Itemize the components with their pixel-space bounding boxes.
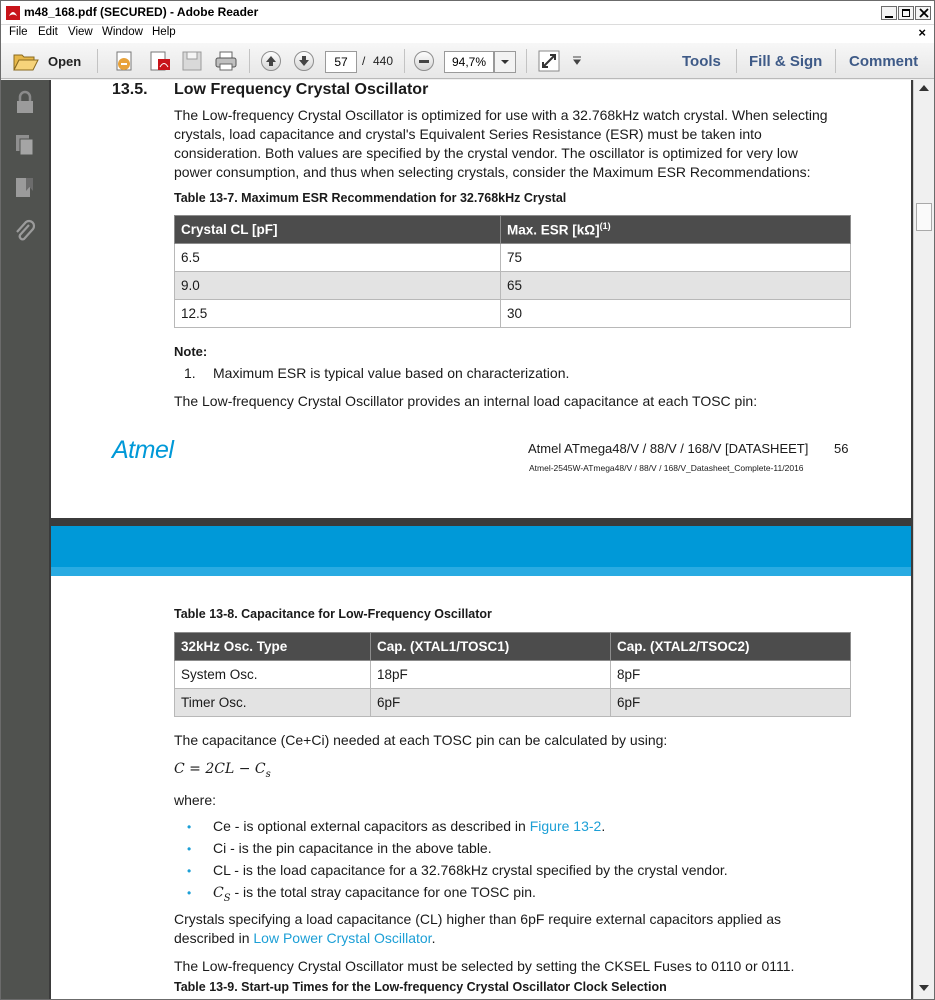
menu-edit[interactable]: Edit [38, 26, 58, 38]
paragraph-line: The Low-frequency Crystal Oscillator must be selected by setting the CKSEL Fuses to 0110 or 0111. [174, 958, 795, 974]
atmel-logo: Atmel [112, 436, 174, 464]
previous-page-button[interactable] [261, 51, 281, 71]
bullet-icon: • [187, 842, 192, 856]
menu-file[interactable]: File [9, 26, 28, 38]
footnote-marker: (1) [599, 221, 611, 232]
paragraph-line: where: [174, 792, 217, 808]
table-row [175, 272, 851, 300]
toolbar-separator [736, 49, 737, 73]
page-header-stripe [51, 567, 911, 576]
bullet-icon: • [187, 886, 192, 900]
navigation-pane [1, 80, 49, 999]
open-button[interactable]: Open [48, 54, 82, 69]
page-separator: / [362, 54, 366, 68]
vertical-scrollbar[interactable] [913, 80, 934, 999]
figure-link[interactable]: Figure 13-2 [529, 818, 602, 834]
formula [174, 760, 271, 784]
footer-page-number: 56 [834, 441, 849, 456]
toolbar-separator [97, 49, 98, 73]
pdf-page [51, 526, 911, 999]
list-item-subscript: S [223, 892, 231, 904]
maximize-button[interactable] [898, 6, 914, 20]
open-folder-icon[interactable] [13, 52, 39, 72]
table-caption: Table 13-7. Maximum ESR Recommendation for 32.768kHz Crystal [174, 191, 567, 205]
table-header-row [175, 216, 851, 244]
formula-text: C = 2CL − C [174, 761, 266, 777]
bullet-icon: • [187, 864, 192, 878]
table-cell: 12.5 [175, 300, 501, 328]
table-cell: 9.0 [175, 272, 501, 300]
paragraph-text: . [431, 930, 436, 946]
bookmarks-icon[interactable] [12, 175, 38, 201]
page-thumbnails-icon[interactable] [12, 132, 38, 158]
list-item [213, 817, 605, 836]
esr-table [174, 215, 851, 328]
page-total: 440 [373, 54, 394, 68]
paragraph-line: The Low-frequency Crystal Oscillator provides an internal load capacitance at each TOSC pin: [174, 393, 758, 409]
list-item-symbol: C [213, 885, 224, 901]
table-cell: 6pF [611, 689, 851, 717]
pdf-icon [5, 5, 21, 21]
capacitance-table [174, 632, 851, 717]
toolbar-separator [249, 49, 250, 73]
title-bar [1, 1, 934, 25]
table-row [175, 300, 851, 328]
footer-doc-id: Atmel-2545W-ATmega48/V / 88/V / 168/V_Datasheet_Complete-11/2016 [529, 463, 804, 473]
document-viewer[interactable] [49, 80, 913, 999]
lock-icon[interactable] [12, 89, 38, 115]
toolbar [1, 43, 934, 79]
menu-window[interactable]: Window [102, 26, 143, 38]
scroll-down-arrow-icon[interactable] [919, 985, 929, 991]
create-pdf-icon[interactable] [113, 50, 139, 72]
table-cell: 6pF [371, 689, 611, 717]
table-cell: 18pF [371, 661, 611, 689]
table-row [175, 689, 851, 717]
menu-bar [1, 25, 934, 43]
tools-pane-button[interactable]: Tools [682, 53, 721, 70]
attachments-icon[interactable] [12, 218, 38, 244]
menu-help[interactable]: Help [152, 26, 176, 38]
more-tools-chevron-icon[interactable] [571, 55, 583, 67]
table-header-row [175, 633, 851, 661]
table-header: Crystal CL [pF] [175, 216, 501, 244]
note-label: Note: [174, 344, 208, 359]
table-header: Cap. (XTAL2/TSOC2) [611, 633, 851, 661]
print-icon[interactable] [214, 50, 238, 72]
footer-title: Atmel ATmega48/V / 88/V / 168/V [DATASHEET] [528, 441, 809, 456]
paragraph-line: The capacitance (Ce+Ci) needed at each TOSC pin can be calculated by using: [174, 732, 668, 748]
paragraph-line: power consumption, and thus when selecting crystals, consider the Maximum ESR Recommendations: [174, 164, 811, 180]
paragraph-line: Crystals specifying a load capacitance (CL) higher than 6pF require external capacitors applied as [174, 911, 781, 927]
note-text: Maximum ESR is typical value based on characterization. [213, 365, 570, 381]
paragraph-text: described in [174, 930, 254, 946]
paragraph-line: crystals, load capacitance and crystal's Equivalent Series Resistance (ESR) must be taken into [174, 126, 762, 142]
zoom-dropdown-button[interactable] [494, 51, 516, 73]
toolbar-separator [404, 49, 405, 73]
comment-pane-button[interactable]: Comment [849, 53, 919, 70]
list-item-text: - is the total stray capacitance for one TOSC pin. [230, 884, 536, 900]
section-heading: Low Frequency Crystal Oscillator [174, 81, 429, 98]
table-header: Cap. (XTAL1/TOSC1) [371, 633, 611, 661]
next-page-button[interactable] [294, 51, 314, 71]
fill-sign-pane-button[interactable]: Fill & Sign [749, 53, 823, 70]
save-icon[interactable] [181, 50, 203, 72]
table-cell: 30 [501, 300, 851, 328]
page-number-input[interactable]: 57 [325, 51, 357, 73]
scroll-up-arrow-icon[interactable] [919, 85, 929, 91]
paragraph-line: consideration. Both values are specified by the crystal vendor. The oscillator is optimized for very low [174, 145, 798, 161]
minimize-button[interactable] [881, 6, 897, 20]
list-item [213, 883, 536, 908]
table-cell: 8pF [611, 661, 851, 689]
zoom-input[interactable]: 94,7% [444, 51, 494, 73]
window-title: m48_168.pdf (SECURED) - Adobe Reader [24, 5, 259, 19]
export-pdf-icon[interactable] [147, 50, 173, 72]
toolbar-separator [526, 49, 527, 73]
bullet-icon: • [187, 820, 192, 834]
paragraph-line: The Low-frequency Crystal Oscillator is optimized for use with a 32.768kHz watch crystal. When selecting [174, 107, 828, 123]
zoom-out-button[interactable] [414, 51, 434, 71]
section-number: 13.5. [112, 81, 148, 98]
table-caption: Table 13-8. Capacitance for Low-Frequency Oscillator [174, 607, 492, 621]
section-link[interactable]: Low Power Crystal Oscillator [253, 930, 432, 946]
list-item: Ci - is the pin capacitance in the above table. [213, 840, 492, 856]
table-caption: Table 13-9. Start-up Times for the Low-frequency Crystal Oscillator Clock Selection [174, 980, 667, 994]
table-header: 32kHz Osc. Type [175, 633, 371, 661]
paragraph-line [174, 929, 435, 948]
scrollbar-thumb[interactable] [916, 203, 932, 231]
list-item-text: . [601, 818, 606, 834]
formula-subscript: s [265, 768, 271, 780]
close-window-button[interactable] [915, 6, 931, 20]
menu-view[interactable]: View [68, 26, 93, 38]
table-cell: 75 [501, 244, 851, 272]
list-item: CL - is the load capacitance for a 32.768kHz crystal specified by the crystal vendor. [213, 862, 728, 878]
table-cell: Timer Osc. [175, 689, 371, 717]
table-row [175, 244, 851, 272]
table-cell: 65 [501, 272, 851, 300]
table-header [501, 216, 851, 244]
pdf-page [51, 80, 911, 518]
chevron-down-icon [495, 52, 515, 72]
table-header-text: Max. ESR [kΩ] [507, 222, 600, 238]
note-number: 1. [184, 365, 196, 381]
page-header-band [51, 526, 911, 567]
table-cell: System Osc. [175, 661, 371, 689]
fit-page-icon[interactable] [538, 50, 560, 72]
table-cell: 6.5 [175, 244, 501, 272]
close-document-button[interactable]: × [918, 25, 926, 40]
table-row [175, 661, 851, 689]
list-item-text: Ce - is optional external capacitors as described in [213, 818, 530, 834]
toolbar-separator [835, 49, 836, 73]
